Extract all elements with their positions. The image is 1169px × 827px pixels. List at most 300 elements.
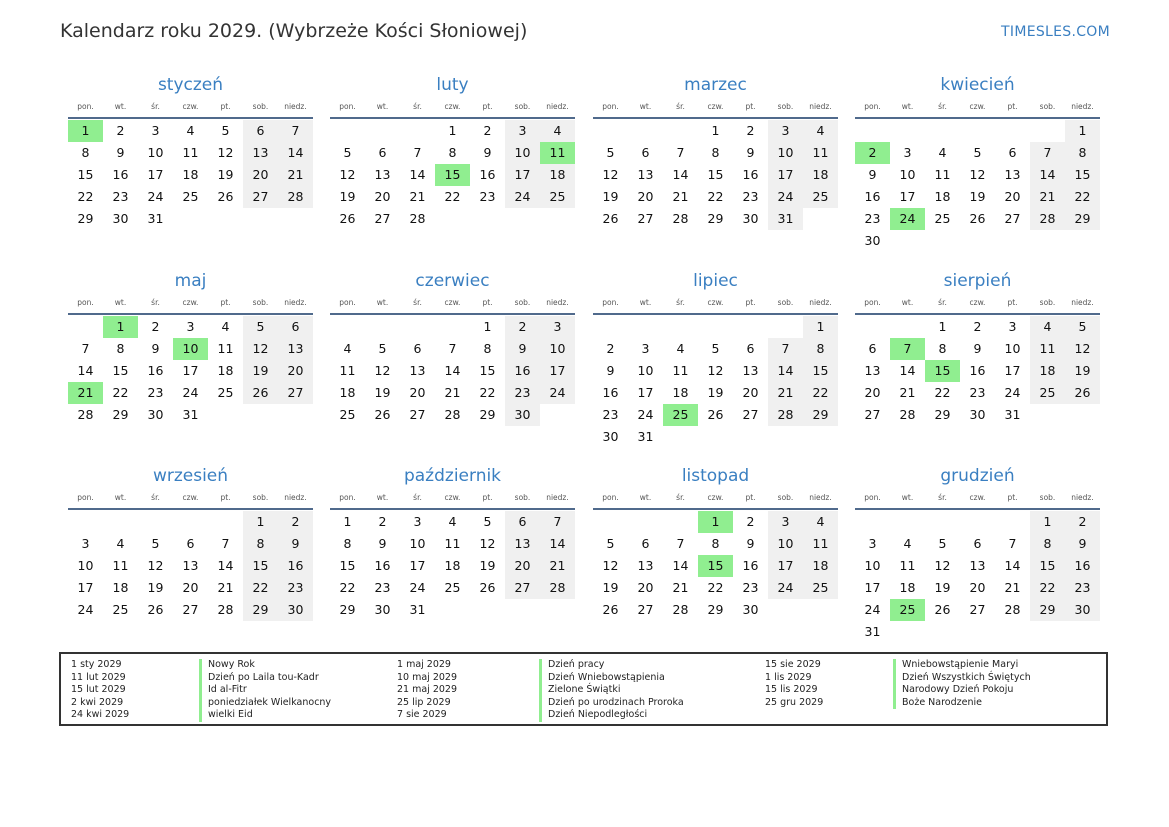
day-cell: 9 [483,145,492,160]
legend-holiday-name: wielki Eid [199,709,331,722]
day-cell: 22 [243,577,278,599]
day-cell: 23 [602,407,619,422]
weekday-label: śr. [676,493,685,502]
day-cell: 9 [378,536,387,551]
day-cell: 7 [540,511,575,533]
weekday-label: sob. [514,102,531,111]
day-cell: 21 [444,385,461,400]
weekday-label: sob. [777,493,794,502]
day-cell: 14 [672,558,689,573]
holiday-day-cell: 24 [890,208,925,230]
day-cell: 10 [409,536,426,551]
day-cell: 22 [803,382,838,404]
legend-holiday-name: Dzień Wszystkich Świętych [893,672,1031,685]
month-name: kwiecień [940,75,1015,95]
day-cell: 31 [1004,407,1021,422]
weekday-label: pt. [220,102,231,111]
weekday-label: sob. [777,102,794,111]
weekday-label: sob. [777,298,794,307]
holiday-day-cell: 7 [890,338,925,360]
day-cell: 9 [746,145,755,160]
day-cell: 19 [969,189,986,204]
weekday-label: wt. [114,102,127,111]
day-cell: 26 [934,602,951,617]
weekday-label: śr. [413,493,422,502]
weekday-header [593,101,838,119]
day-cell: 18 [934,189,951,204]
day-cell: 5 [1065,316,1100,338]
empty-cell [68,316,103,338]
weekday-label: pon. [864,493,881,502]
day-cell: 5 [221,123,230,138]
day-cell: 27 [374,211,391,226]
day-cell: 25 [934,211,951,226]
day-cell: 2 [1065,511,1100,533]
day-grid [330,316,575,426]
day-cell: 2 [151,319,160,334]
day-cell: 20 [637,189,654,204]
day-cell: 9 [1065,533,1100,555]
day-cell: 25 [803,577,838,599]
weekday-label: wt. [376,102,389,111]
day-cell: 22 [1065,186,1100,208]
day-cell: 2 [746,123,755,138]
weekday-label: wt. [901,102,914,111]
day-cell: 23 [374,580,391,595]
day-cell: 16 [112,167,129,182]
day-cell: 23 [969,385,986,400]
brand-link[interactable]: TIMESLES.COM [1001,24,1110,40]
day-cell: 1 [1065,120,1100,142]
day-cell: 13 [505,533,540,555]
weekday-label: sob. [1039,102,1056,111]
day-cell: 10 [1004,341,1021,356]
day-cell: 21 [672,189,689,204]
month-name: lipiec [693,271,738,291]
empty-cell [628,316,663,338]
day-grid [68,120,313,230]
day-cell: 5 [711,341,720,356]
day-cell: 21 [1030,186,1065,208]
day-cell: 8 [1065,142,1100,164]
weekday-label: śr. [413,102,422,111]
day-cell: 26 [602,211,619,226]
day-cell: 16 [1065,555,1100,577]
legend-holiday-name: Dzień po urodzinach Proroka [539,697,684,710]
empty-cell [663,120,698,142]
day-cell: 12 [243,338,278,360]
day-cell: 8 [343,536,352,551]
weekday-header [855,492,1100,510]
legend-dates-col-2 [397,659,457,722]
holiday-day-cell: 15 [435,164,470,186]
day-cell: 6 [868,341,877,356]
day-cell: 24 [1004,385,1021,400]
month-2 [330,75,575,230]
weekday-label: czw. [182,298,199,307]
weekday-label: śr. [938,493,947,502]
day-cell: 23 [742,580,759,595]
holiday-day-cell: 21 [68,382,103,404]
day-cell: 28 [1004,602,1021,617]
day-cell: 30 [602,429,619,444]
empty-cell [400,316,435,338]
legend-date: 1 maj 2029 [397,659,451,670]
day-cell: 24 [637,407,654,422]
day-cell: 14 [444,363,461,378]
day-cell: 28 [409,211,426,226]
weekday-label: niedz. [1071,298,1094,307]
day-cell: 26 [1065,382,1100,404]
month-12 [855,466,1100,643]
day-grid [855,511,1100,643]
day-cell: 11 [899,558,916,573]
day-cell: 26 [479,580,496,595]
month-1 [68,75,313,230]
day-cell: 31 [637,429,654,444]
empty-cell [925,120,960,142]
month-11 [593,466,838,621]
empty-cell [593,511,628,533]
empty-cell [663,511,698,533]
day-cell: 15 [112,363,129,378]
day-cell: 27 [637,211,654,226]
day-cell: 19 [147,580,164,595]
day-cell: 29 [77,211,94,226]
day-cell: 23 [864,211,881,226]
day-cell: 23 [742,189,759,204]
day-cell: 24 [409,580,426,595]
empty-cell [330,316,365,338]
day-cell: 16 [505,360,540,382]
day-grid [68,316,313,426]
weekday-label: niedz. [546,298,569,307]
day-cell: 22 [1030,577,1065,599]
day-cell: 4 [186,123,195,138]
day-cell: 30 [505,404,540,426]
weekday-label: pt. [220,493,231,502]
day-cell: 8 [711,536,720,551]
holiday-day-cell: 2 [855,142,890,164]
day-cell: 8 [448,145,457,160]
weekday-label: pt. [745,298,756,307]
day-cell: 13 [969,558,986,573]
weekday-label: śr. [151,493,160,502]
day-cell: 11 [672,363,689,378]
month-4 [855,75,1100,252]
day-grid [855,316,1100,426]
day-cell: 16 [742,558,759,573]
day-cell: 10 [899,167,916,182]
day-cell: 15 [707,167,724,182]
empty-cell [173,511,208,533]
day-cell: 16 [147,363,164,378]
legend-holiday-name: Dzień Wniebowstąpienia [539,672,684,685]
month-name: grudzień [940,466,1015,486]
day-cell: 28 [217,602,234,617]
weekday-label: czw. [444,102,461,111]
weekday-label: śr. [676,102,685,111]
weekday-label: pon. [602,493,619,502]
day-cell: 23 [112,189,129,204]
day-cell: 14 [540,533,575,555]
weekday-header [855,101,1100,119]
day-cell: 12 [602,167,619,182]
legend-holiday-name: Dzień po Laila tou-Kadr [199,672,331,685]
empty-cell [1030,120,1065,142]
weekday-label: śr. [938,102,947,111]
day-cell: 28 [1030,208,1065,230]
day-cell: 18 [540,164,575,186]
weekday-label: sob. [252,493,269,502]
day-cell: 15 [803,360,838,382]
day-cell: 7 [768,338,803,360]
weekday-label: śr. [151,102,160,111]
empty-cell [593,316,628,338]
weekday-label: czw. [707,102,724,111]
day-cell: 4 [540,120,575,142]
day-cell: 15 [339,558,356,573]
day-cell: 26 [339,211,356,226]
weekday-label: czw. [707,298,724,307]
weekday-label: niedz. [809,493,832,502]
month-name: marzec [684,75,747,95]
day-cell: 25 [339,407,356,422]
weekday-label: niedz. [809,298,832,307]
legend-date: 25 lip 2029 [397,696,451,708]
month-7 [593,271,838,448]
day-cell: 6 [641,536,650,551]
empty-cell [733,316,768,338]
day-cell: 21 [672,580,689,595]
legend-names-col-1 [199,659,331,722]
empty-cell [768,316,803,338]
day-cell: 1 [483,319,492,334]
empty-cell [68,511,103,533]
day-cell: 26 [602,602,619,617]
day-cell: 17 [540,360,575,382]
day-cell: 16 [864,189,881,204]
day-cell: 5 [938,536,947,551]
day-cell: 22 [934,385,951,400]
weekday-header [593,297,838,315]
day-cell: 6 [1008,145,1017,160]
day-cell: 31 [409,602,426,617]
day-cell: 21 [278,164,313,186]
weekday-label: pt. [745,102,756,111]
day-cell: 30 [969,407,986,422]
day-cell: 15 [1065,164,1100,186]
weekday-header [68,492,313,510]
day-cell: 19 [934,580,951,595]
day-grid [855,120,1100,252]
day-cell: 3 [641,341,650,356]
day-cell: 9 [746,536,755,551]
legend-holiday-name: Dzień pracy [539,659,684,672]
day-cell: 1 [448,123,457,138]
day-cell: 18 [803,164,838,186]
day-cell: 3 [540,316,575,338]
day-cell: 9 [606,363,615,378]
legend-holiday-name: Dzień Niepodległości [539,709,684,722]
day-cell: 19 [602,189,619,204]
day-cell: 28 [899,407,916,422]
day-cell: 17 [182,363,199,378]
day-cell: 5 [483,514,492,529]
day-cell: 19 [243,360,278,382]
day-cell: 1 [803,316,838,338]
day-cell: 6 [278,316,313,338]
day-cell: 22 [707,580,724,595]
day-cell: 8 [483,341,492,356]
legend-holiday-name: Id al-Fitr [199,684,331,697]
weekday-header [68,297,313,315]
day-cell: 7 [413,145,422,160]
month-9 [68,466,313,621]
day-cell: 29 [1030,599,1065,621]
weekday-label: sob. [252,298,269,307]
legend-holiday-name: Wniebowstąpienie Maryi [893,659,1031,672]
day-cell: 30 [742,211,759,226]
legend-holiday-name: Narodowy Dzień Pokoju [893,684,1031,697]
day-cell: 31 [864,624,881,639]
day-cell: 16 [602,385,619,400]
weekday-label: sob. [514,493,531,502]
day-cell: 23 [147,385,164,400]
day-cell: 31 [182,407,199,422]
day-cell: 3 [768,511,803,533]
day-cell: 5 [606,536,615,551]
day-cell: 12 [1065,338,1100,360]
day-cell: 29 [1065,208,1100,230]
day-cell: 2 [378,514,387,529]
day-cell: 10 [637,363,654,378]
day-cell: 3 [868,536,877,551]
day-cell: 24 [864,602,881,617]
empty-cell [365,316,400,338]
empty-cell [698,316,733,338]
day-cell: 17 [147,167,164,182]
day-cell: 11 [934,167,951,182]
day-cell: 18 [339,385,356,400]
day-cell: 22 [77,189,94,204]
empty-cell [995,511,1030,533]
month-name: maj [174,271,207,291]
empty-cell [890,511,925,533]
legend-date: 10 maj 2029 [397,671,458,683]
day-cell: 10 [864,558,881,573]
day-cell: 4 [938,145,947,160]
month-name: luty [436,75,469,95]
day-cell: 16 [374,558,391,573]
day-grid [330,511,575,621]
day-cell: 10 [147,145,164,160]
day-cell: 17 [409,558,426,573]
day-cell: 2 [973,319,982,334]
day-cell: 22 [112,385,129,400]
day-cell: 5 [606,145,615,160]
day-cell: 6 [641,145,650,160]
weekday-label: niedz. [809,102,832,111]
day-cell: 8 [938,341,947,356]
legend-date: 24 kwi 2029 [71,709,130,721]
holiday-day-cell: 10 [173,338,208,360]
holiday-day-cell: 1 [103,316,138,338]
day-cell: 28 [768,404,803,426]
day-cell: 19 [374,385,391,400]
day-cell: 12 [969,167,986,182]
day-cell: 7 [81,341,90,356]
day-cell: 12 [707,363,724,378]
day-cell: 13 [864,363,881,378]
month-name: październik [403,466,502,486]
day-cell: 12 [339,167,356,182]
day-cell: 11 [339,363,356,378]
day-cell: 11 [803,142,838,164]
day-cell: 29 [243,599,278,621]
day-cell: 28 [672,211,689,226]
weekday-label: śr. [676,298,685,307]
day-cell: 16 [479,167,496,182]
weekday-label: pt. [1007,102,1018,111]
day-cell: 29 [112,407,129,422]
day-cell: 17 [637,385,654,400]
day-cell: 27 [1004,211,1021,226]
day-cell: 2 [746,514,755,529]
day-cell: 7 [278,120,313,142]
weekday-label: pt. [482,102,493,111]
day-cell: 24 [182,385,199,400]
weekday-label: pon. [77,298,94,307]
day-cell: 22 [479,385,496,400]
day-cell: 29 [707,211,724,226]
day-cell: 4 [803,511,838,533]
day-cell: 31 [147,211,164,226]
day-cell: 13 [409,363,426,378]
weekday-label: sob. [252,102,269,111]
day-cell: 30 [1065,599,1100,621]
day-cell: 13 [637,558,654,573]
day-cell: 20 [637,580,654,595]
day-cell: 22 [444,189,461,204]
day-cell: 29 [707,602,724,617]
day-cell: 25 [1030,382,1065,404]
day-cell: 4 [116,536,125,551]
day-cell: 12 [147,558,164,573]
day-cell: 17 [1004,363,1021,378]
day-cell: 30 [147,407,164,422]
day-cell: 23 [479,189,496,204]
weekday-label: pt. [482,298,493,307]
day-cell: 15 [1030,555,1065,577]
day-cell: 29 [803,404,838,426]
day-cell: 18 [803,555,838,577]
day-cell: 14 [899,363,916,378]
empty-cell [400,120,435,142]
day-cell: 3 [768,120,803,142]
month-name: sierpień [943,271,1012,291]
weekday-label: wt. [901,493,914,502]
weekday-label: pon. [602,102,619,111]
weekday-label: wt. [639,298,652,307]
day-grid [68,511,313,621]
weekday-header [330,492,575,510]
legend-date: 11 lut 2029 [71,671,126,683]
day-cell: 22 [339,580,356,595]
weekday-label: pon. [339,493,356,502]
day-cell: 19 [217,167,234,182]
legend-holiday-name: Nowy Rok [199,659,331,672]
